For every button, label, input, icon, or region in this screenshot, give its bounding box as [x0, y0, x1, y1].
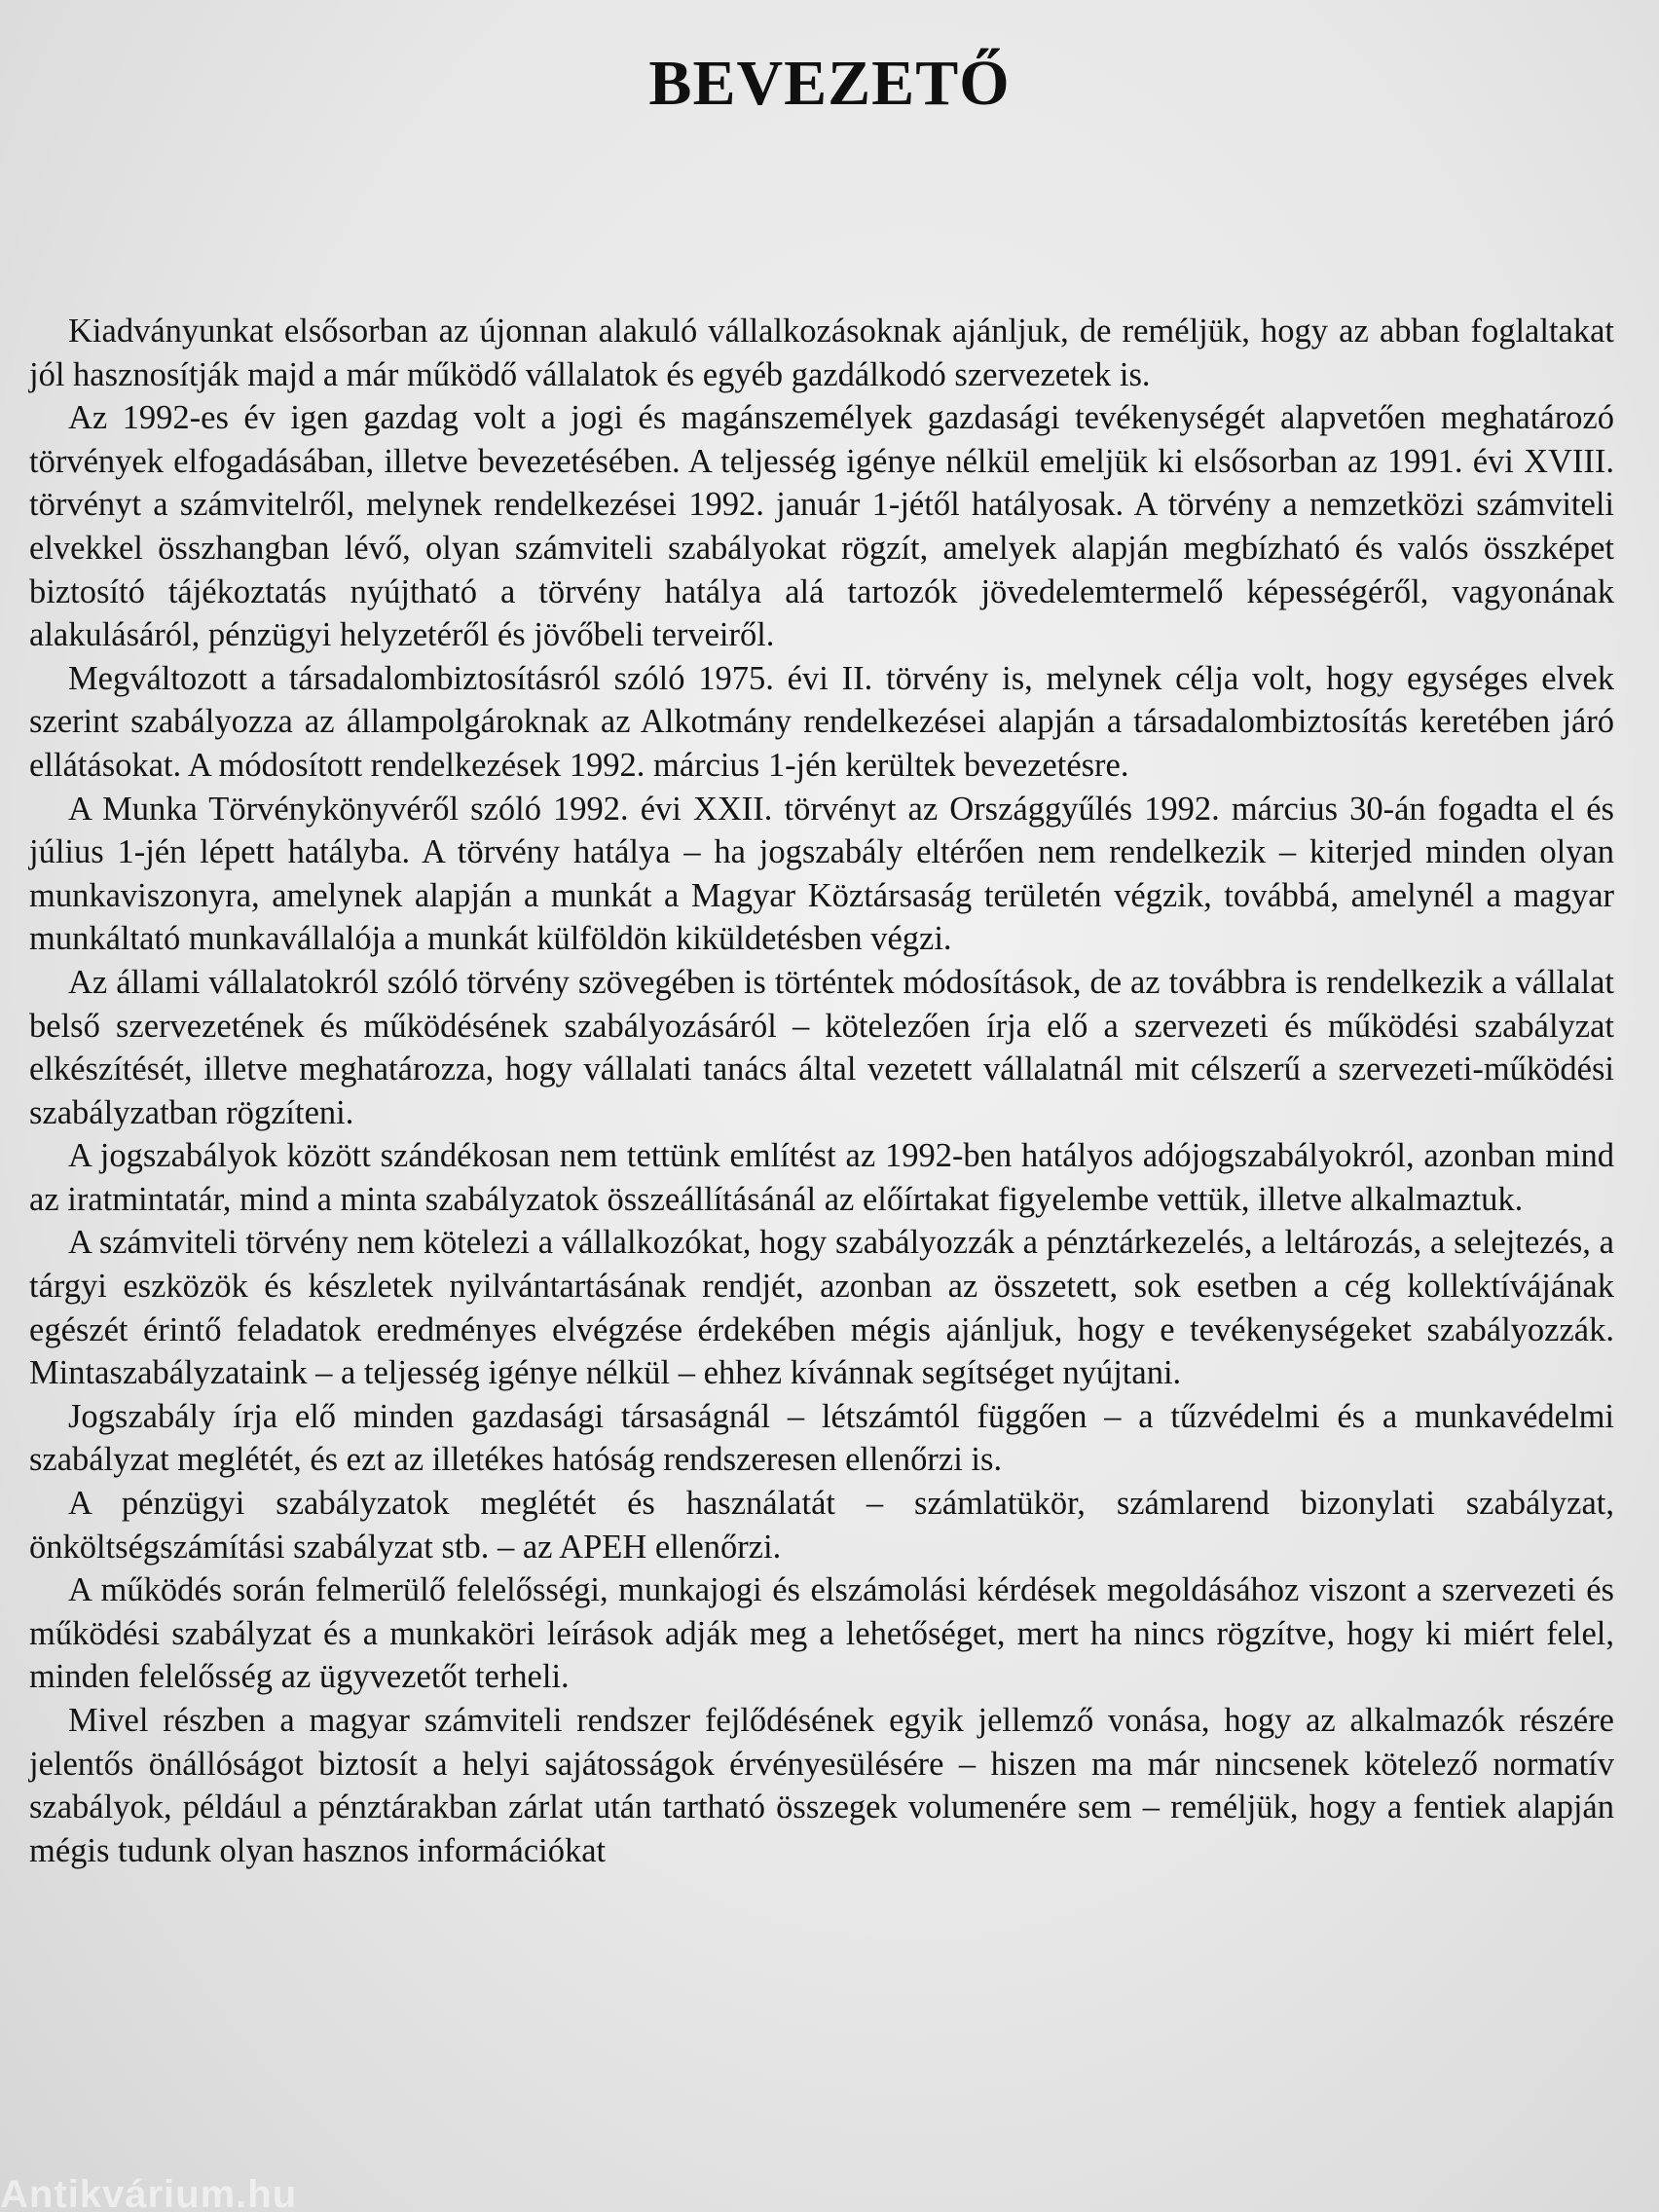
paragraph: A jogszabályok között szándékosan nem tettünk említést az 1992-ben hatályos adójogszabályokról, azonban mind az iratmintatár, mind a minta szabályzatok összeállításánál az előírtakat figyelembe vettük, illetve alkalmaztuk. — [29, 1137, 1614, 1218]
paragraph: A számviteli törvény nem kötelezi a vállalkozókat, hogy szabályozzák a pénztárkezelés, a leltározás, a selejtezés, a tárgyi eszközök és készletek nyilvántartásának rendjét, azonban az összetett, sok esetben a cég kollektívájának egészét érintő feladatok eredményes elvégzése érdekében mégis ajánljuk, hogy e tevékenységeket szabályozzák. Mintaszabályzataink – a teljesség igénye nélkül – ehhez kívánnak segítséget nyújtani. — [29, 1224, 1614, 1392]
page-title: BEVEZETŐ — [648, 48, 1011, 119]
watermark: Antikvárium.hu — [0, 2173, 298, 2212]
paragraph: Mivel részben a magyar számviteli rendszer fejlődésének egyik jellemző vonása, hogy az alkalmazók részére jelentős önállóságot biztosít a helyi sajátosságok érvényesülésére – hiszen ma már nincsenek kötelező normatív szabályok, például a pénztárakban zárlat után tartható összegek volumenére sem – reméljük, hogy a fentiek alapján mégis tudunk olyan hasznos információkat — [29, 1702, 1614, 1869]
paragraph: Az állami vállalatokról szóló törvény szövegében is történtek módosítások, de az továbbra is rendelkezik a vállalat belső szervezetének és működésének szabályozásáról – kötelezően írja elő a szervezeti és működési szabályzat elkészítését, illetve meghatározza, hogy vállalati tanács által vezetett vállalatnál mit célszerű a szervezeti-működési szabályzatban rögzíteni. — [29, 963, 1614, 1131]
body-text — [29, 310, 1614, 1872]
paragraph: Az 1992-es év igen gazdag volt a jogi és magánszemélyek gazdasági tevékenységét alapvetően meghatározó törvények elfogadásában, illetve bevezetésében. A teljesség igénye nélkül emeljük ki elsősorban az 1991. évi XVIII. törvényt a számvitelről, melynek rendelkezései 1992. január 1-jétől hatályosak. A törvény a nemzetközi számviteli elvekkel összhangban lévő, olyan számviteli szabályokat rögzít, amelyek alapján megbízható és valós összképet biztosító tájékoztatás nyújtható a törvény hatálya alá tartozók jövedelemtermelő képességéről, vagyonának alakulásáról, pénzügyi helyzetéről és jövőbeli terveiről. — [29, 399, 1614, 654]
paragraph: A működés során felmerülő felelősségi, munkajogi és elszámolási kérdések megoldásához viszont a szervezeti és működési szabályzat és a munkaköri leírások adják meg a lehetőséget, mert ha nincs rögzítve, hogy ki miért felel, minden felelősség az ügyvezetőt terheli. — [29, 1571, 1614, 1696]
paragraph: Megváltozott a társadalombiztosításról szóló 1975. évi II. törvény is, melynek célja volt, hogy egységes elvek szerint szabályozza az állampolgároknak az Alkotmány rendelkezései alapján a társadalombiztosítás keretében járó ellátásokat. A módosított rendelkezések 1992. március 1-jén kerültek bevezetésre. — [29, 659, 1614, 784]
paragraph: Kiadványunkat elsősorban az újonnan alakuló vállalkozásoknak ajánljuk, de reméljük, hogy az abban foglaltakat jól hasznosítják majd a már működő vállalatok és egyéb gazdálkodó szervezetek is. — [29, 313, 1614, 393]
paragraph: A pénzügyi szabályzatok meglétét és használatát – számlatükör, számlarend bizonylati szabályzat, önköltségszámítási szabályzat stb. – az APEH ellenőrzi. — [29, 1485, 1614, 1566]
paragraph: A Munka Törvénykönyvéről szóló 1992. évi XXII. törvényt az Országgyűlés 1992. március 30-án fogadta el és július 1-jén lépett hatályba. A törvény hatálya – ha jogszabály eltérően nem rendelkezik – kiterjed minden olyan munkaviszonyra, amelynek alapján a munkát a Magyar Köztársaság területén végzik, továbbá, amelynél a magyar munkáltató munkavállalója a munkát külföldön kiküldetésben végzi. — [29, 790, 1614, 958]
paragraph: Jogszabály írja elő minden gazdasági társaságnál – létszámtól függően – a tűzvédelmi és a munkavédelmi szabályzat meglétét, és ezt az illetékes hatóság rendszeresen ellenőrzi is. — [29, 1397, 1614, 1479]
